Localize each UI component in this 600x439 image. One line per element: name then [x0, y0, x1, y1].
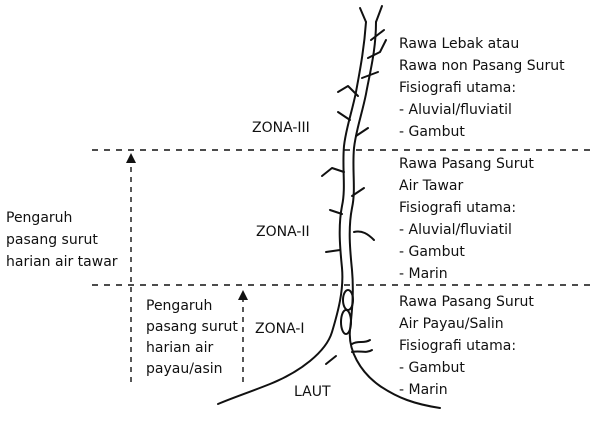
zone1-desc-line5: - Marin [399, 382, 448, 398]
saline-tide-label-line1: Pengaruh [146, 298, 213, 314]
saline-tide-label-line3: harian air [146, 340, 214, 356]
zone1-desc-line2: Air Payau/Salin [399, 316, 504, 332]
zone1-desc-line4: - Gambut [399, 360, 465, 376]
laut-label: LAUT [294, 384, 331, 400]
zone1-desc-line1: Rawa Pasang Surut [399, 294, 534, 310]
freshwater-tide-label-line3: harian air tawar [6, 254, 118, 270]
zone3-desc-line4: - Aluvial/fluviatil [399, 102, 512, 118]
freshwater-tide-arrow [126, 153, 136, 382]
zone2-desc-line1: Rawa Pasang Surut [399, 156, 534, 172]
saline-tide-label-line2: pasang surut [146, 319, 238, 335]
zona-1-label: ZONA-I [255, 321, 305, 337]
zone3-desc-line1: Rawa Lebak atau [399, 36, 520, 52]
freshwater-tide-label-line2: pasang surut [6, 232, 98, 248]
saline-tide-label-line4: payau/asin [146, 361, 223, 377]
zone2-desc-line2: Air Tawar [399, 178, 464, 194]
zone1-desc-line3: Fisiografi utama: [399, 338, 517, 354]
zone3-desc-line2: Rawa non Pasang Surut [399, 58, 565, 74]
zone2-desc-line3: Fisiografi utama: [399, 200, 517, 216]
zone2-desc-line6: - Marin [399, 266, 448, 282]
zone3-desc-line3: Fisiografi utama: [399, 80, 517, 96]
zona-2-label: ZONA-II [256, 224, 310, 240]
zone3-desc-line5: - Gambut [399, 124, 465, 140]
zone2-desc-line4: - Aluvial/fluviatil [399, 222, 512, 238]
zone2-desc-line5: - Gambut [399, 244, 465, 260]
zona-3-label: ZONA-III [252, 120, 310, 136]
freshwater-tide-label-line1: Pengaruh [6, 210, 73, 226]
saline-tide-arrow [238, 290, 248, 382]
